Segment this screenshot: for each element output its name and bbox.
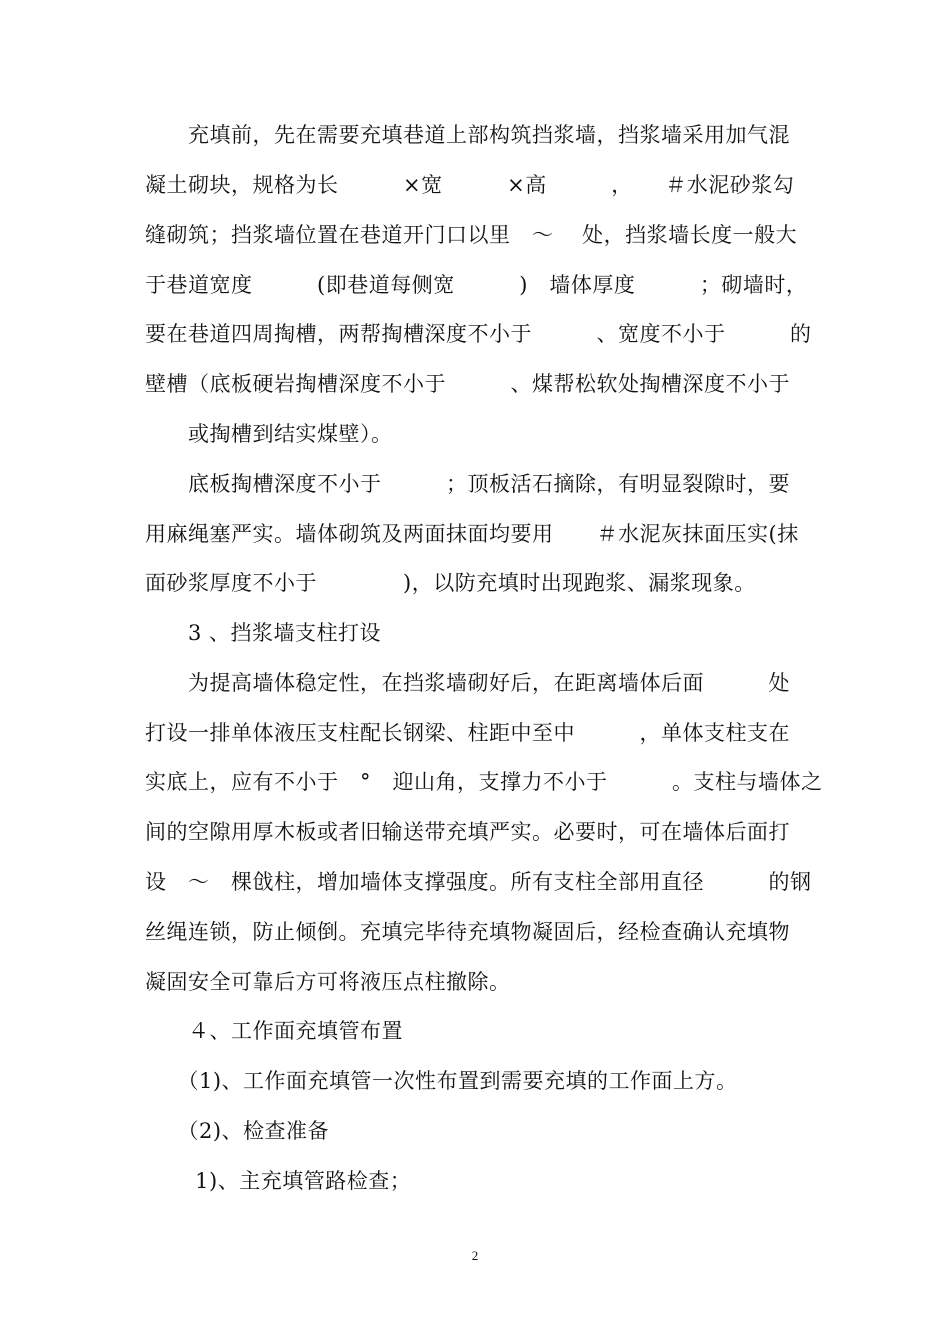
text-line: 要在巷道四周掏槽，两帮掏槽深度不小于 、宽度不小于 的	[145, 322, 812, 346]
text-line: 或掏槽到结实煤壁）。	[145, 422, 393, 446]
text-line: 底板掏槽深度不小于 ；顶板活石摘除，有明显裂隙时，要	[145, 472, 790, 496]
text-line: 间的空隙用厚木板或者旧输送带充填严实。必要时，可在墙体后面打	[145, 820, 790, 844]
text-line: 设 ～ 棵戗柱，增加墙体支撑强度。所有支柱全部用直径 的钢	[145, 870, 812, 894]
text-line: 用麻绳塞严实。墙体砌筑及两面抹面均要用 ＃水泥灰抹面压实(抹	[145, 522, 799, 546]
text-line: 面砂浆厚度不小于 )，以防充填时出现跑浆、漏浆现象。	[145, 571, 756, 595]
text-line: 充填前，先在需要充填巷道上部构筑挡浆墙，挡浆墙采用加气混	[145, 123, 790, 147]
text-line: 缝砌筑；挡浆墙位置在巷道开门口以里 ～ 处，挡浆墙长度一般大	[145, 223, 798, 247]
text-line: 丝绳连锁，防止倾倒。充填完毕待充填物凝固后，经检查确认充填物	[145, 920, 790, 944]
list-item: （1)、工作面充填管一次性布置到需要充填的工作面上方。	[145, 1069, 738, 1093]
page-number: 2	[471, 1248, 479, 1263]
list-item: （2)、检查准备	[145, 1119, 330, 1143]
text-line: 凝土砌块，规格为长 ×宽 ×高 ， ＃水泥砂浆勾	[145, 173, 795, 197]
text-line: 凝固安全可靠后方可将液压点柱撤除。	[145, 970, 511, 994]
list-item: 1)、主充填管路检查；	[145, 1169, 412, 1193]
text-line: 于巷道宽度 (即巷道每侧宽 ) 墙体厚度 ；砌墙时，	[145, 273, 808, 297]
text-line: 为提高墙体稳定性，在挡浆墙砌好后，在距离墙体后面 处	[145, 671, 790, 695]
text-line: 打设一排单体液压支柱配长钢梁、柱距中至中 ，单体支柱支在	[145, 721, 790, 745]
section-heading: 3 、挡浆墙支柱打设	[145, 621, 382, 645]
text-line: 实底上，应有不小于 ° 迎山角，支撑力不小于 。支柱与墙体之	[145, 770, 823, 794]
text-line: 壁槽（底板硬岩掏槽深度不小于 、煤帮松软处掏槽深度不小于	[145, 372, 790, 396]
section-heading: ４、工作面充填管布置	[145, 1019, 403, 1043]
